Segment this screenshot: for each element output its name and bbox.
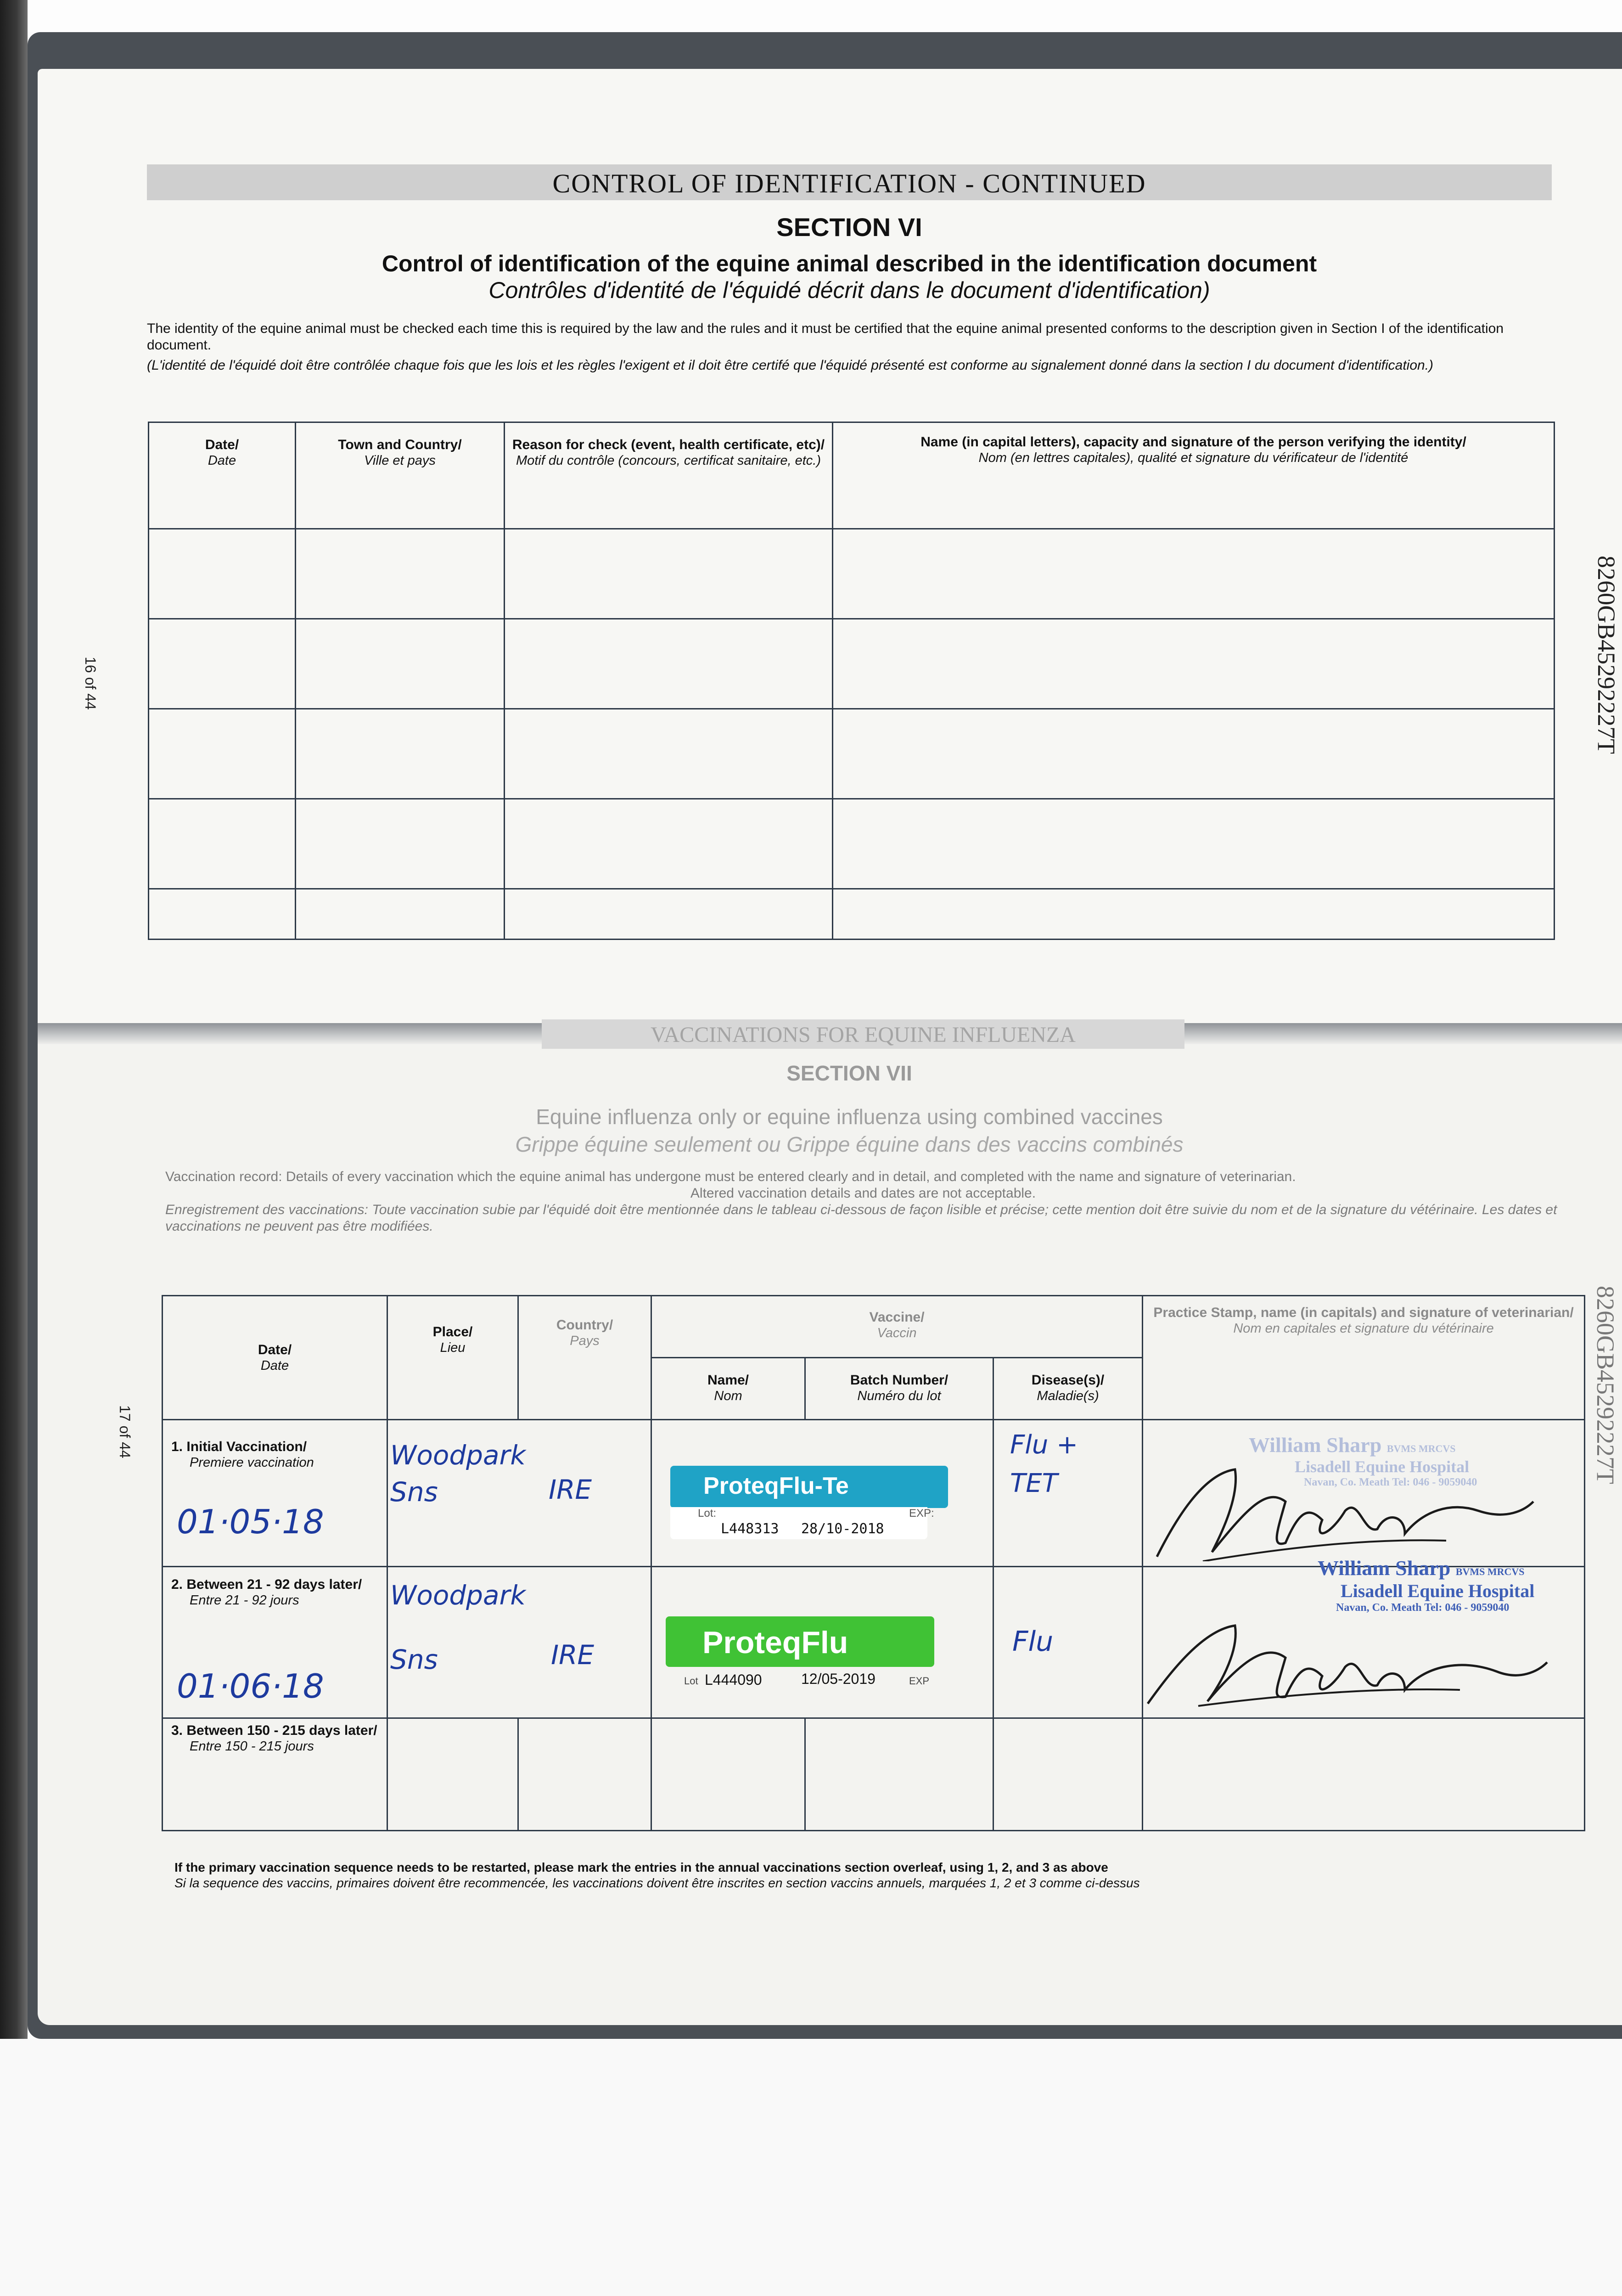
table-cell[interactable] (833, 799, 1555, 889)
table-cell[interactable] (296, 619, 505, 709)
table-cell[interactable] (505, 619, 833, 709)
row2-vaccine-label (666, 1616, 934, 1667)
row1-lot-strip (670, 1507, 934, 1539)
table-cell[interactable] (651, 1718, 805, 1831)
row2-country: IRE (551, 1639, 595, 1671)
table-header-row (163, 1296, 1585, 1358)
expiry-date: 12/05-2019 (801, 1671, 876, 1687)
row1-place-line2: Sns (390, 1476, 438, 1508)
page-title-fr: Contrôles d'identité de l'équidé décrit dans le document d'identification) (488, 277, 1210, 303)
header-disease: Disease(s)/ Maladie(s) (993, 1358, 1143, 1420)
table-row (149, 799, 1555, 889)
table-cell[interactable] (505, 709, 833, 799)
footnote-en: If the primary vaccination sequence needs to be restarted, please mark the entries in the annual vaccinations section overleaf, using 1, 2, and 3 as above (174, 1860, 1108, 1874)
table-cell[interactable] (149, 709, 296, 799)
expiry-date: 28/10-2018 (801, 1521, 884, 1537)
table-cell[interactable] (833, 889, 1555, 940)
header-batch-number: Batch Number/ Numéro du lot (805, 1358, 993, 1420)
row2-place: Woodpark (390, 1580, 526, 1611)
section-heading: SECTION VI (776, 213, 922, 242)
header-town-country: Town and Country/ Ville et pays (296, 422, 505, 529)
row2-practice-stamp: William Sharp BVMS MRCVS Lisadell Equine Hospital Navan, Co. Meath Tel: 046 - 9059040 (1318, 1556, 1535, 1614)
footnote (174, 1860, 1552, 1891)
header-reason: Reason for check (event, health certificate, etc)/ Motif du contrôle (concours, certificat sanitaire, etc.) (505, 422, 833, 529)
vaccination-record-text (165, 1169, 1561, 1235)
table-row (149, 889, 1555, 940)
table-cell[interactable] (149, 799, 296, 889)
section-banner-title: CONTROL OF IDENTIFICATION - CONTINUED (552, 169, 1146, 198)
row1-date: 01·05·18 (177, 1503, 324, 1541)
footnote-fr: Si la sequence des vaccins, primaires doivent être recommencée, les vaccinations doivent être inscrites en section vaccins annuels, marquées 1, 2 et 3 comme ci-dessus (174, 1876, 1140, 1890)
table-header-row (149, 422, 1555, 529)
table-cell[interactable] (505, 799, 833, 889)
table-cell[interactable] (805, 1718, 993, 1831)
table-cell[interactable] (833, 529, 1555, 619)
row1-signature (1148, 1442, 1538, 1561)
page-title-fr: Grippe équine seulement ou Grippe équine dans des vaccins combinés (515, 1132, 1184, 1156)
lot-number: L444090 (705, 1671, 762, 1688)
table-cell[interactable] (296, 529, 505, 619)
row-label: 2. Between 21 - 92 days later/ Entre 21 - 92 jours (163, 1567, 387, 1718)
row1-vaccine-label (670, 1466, 948, 1508)
instructions-text-fr: (L'identité de l'équidé doit être contrôlée chaque fois que les lois et les règles l'exigent et il doit être certifé que l'équidé présenté est conforme au signalement donné dans la section I du document d'identification.) (147, 358, 1434, 373)
record-line-3: Enregistrement des vaccinations: Toute vaccination subie par l'équidé doit être mentionnée dans le tableau ci-dessous de façon lisible et précise; cette mention doit être suivie du nom et de la signature du vétérinaire. Les dates et vaccinations ne peuvent pas être modifiées. (165, 1202, 1557, 1234)
header-place: Place/ Lieu (387, 1296, 518, 1420)
header-vaccine: Vaccine/ Vaccin (651, 1296, 1143, 1358)
header-verifier: Name (in capital letters), capacity and signature of the person verifying the identity/ Nom (en lettres capitales), qualité et signature du vérificateur de l'identité (833, 422, 1555, 529)
scan-margin (0, 0, 1622, 32)
table-cell[interactable] (993, 1718, 1143, 1831)
row1-disease: Flu + TET (1010, 1430, 1078, 1498)
table-cell[interactable] (387, 1718, 518, 1831)
header-date: Date/ Date (163, 1296, 387, 1420)
table-cell[interactable] (296, 799, 505, 889)
passport-number: 8260GB45292227T (1593, 556, 1620, 754)
table-row (149, 619, 1555, 709)
table-cell[interactable] (505, 529, 833, 619)
row1-country: IRE (549, 1474, 592, 1505)
exp-prefix: EXP: (909, 1507, 934, 1519)
table-cell[interactable] (149, 889, 296, 940)
page-number: 16 of 44 (82, 657, 99, 710)
row2-lot-strip (675, 1671, 932, 1694)
row2-signature (1139, 1603, 1552, 1708)
table-cell[interactable] (149, 529, 296, 619)
record-line-2: Altered vaccination details and dates are not acceptable. (690, 1186, 1036, 1201)
table-row (163, 1718, 1585, 1831)
table-cell[interactable] (833, 709, 1555, 799)
header-country: Country/ Pays (518, 1296, 651, 1420)
header-practice-stamp: Practice Stamp, name (in capitals) and signature of veterinarian/ Nom en capitales et signature du vétérinaire (1143, 1296, 1585, 1420)
header-date: Date/ Date (149, 422, 296, 529)
table-cell[interactable] (296, 889, 505, 940)
page-number: 17 of 44 (117, 1405, 133, 1458)
lot-prefix: Lot: (698, 1507, 717, 1519)
table-cell[interactable] (296, 709, 505, 799)
row2-date: 01·06·18 (177, 1667, 324, 1705)
scanner-background (0, 2039, 1622, 2296)
lot-prefix: Lot (684, 1675, 698, 1687)
record-line-1: Vaccination record: Details of every vaccination which the equine animal has undergone must be entered clearly and in detail, and completed with the name and signature of veterinarian. (165, 1169, 1296, 1184)
identity-check-table (148, 422, 1555, 940)
table-row (149, 709, 1555, 799)
page-title: Equine influenza only or equine influenza using combined vaccines (536, 1105, 1163, 1129)
section-banner-title: VACCINATIONS FOR EQUINE INFLUENZA (651, 1023, 1076, 1047)
passport-number: 8260GB45292227T (1592, 1286, 1619, 1484)
row2-disease: Flu (1012, 1626, 1054, 1658)
folder-edge (0, 0, 28, 2039)
row1-practice-stamp: William Sharp BVMS MRCVS Lisadell Equine Hospital Navan, Co. Meath Tel: 046 - 9059040 (1249, 1433, 1477, 1488)
vaccine-brand: ProteqFlu-Te (703, 1473, 849, 1499)
section-heading: SECTION VII (786, 1061, 912, 1085)
row1-place: Woodpark (390, 1440, 526, 1471)
instructions-text: The identity of the equine animal must be checked each time this is required by the law and the rules and it must be certified that the equine animal presented conforms to the description given in Section I of the identification document. (147, 321, 1504, 353)
table-cell[interactable] (1143, 1718, 1585, 1831)
table-cell[interactable] (505, 889, 833, 940)
header-vaccine-name: Name/ Nom (651, 1358, 805, 1420)
table-row (149, 529, 1555, 619)
vaccine-brand: ProteqFlu (702, 1625, 848, 1660)
table-cell[interactable] (833, 619, 1555, 709)
table-cell[interactable] (149, 619, 296, 709)
table-cell[interactable] (518, 1718, 651, 1831)
row2-place-line2: Sns (390, 1644, 438, 1675)
row-label: 3. Between 150 - 215 days later/ Entre 150 - 215 jours (163, 1718, 387, 1831)
page-title: Control of identification of the equine animal described in the identification document (382, 251, 1317, 276)
exp-prefix: EXP (909, 1675, 930, 1687)
lot-number: L448313 (721, 1521, 779, 1537)
row-label: 1. Initial Vaccination/ Premiere vaccination (163, 1420, 387, 1567)
